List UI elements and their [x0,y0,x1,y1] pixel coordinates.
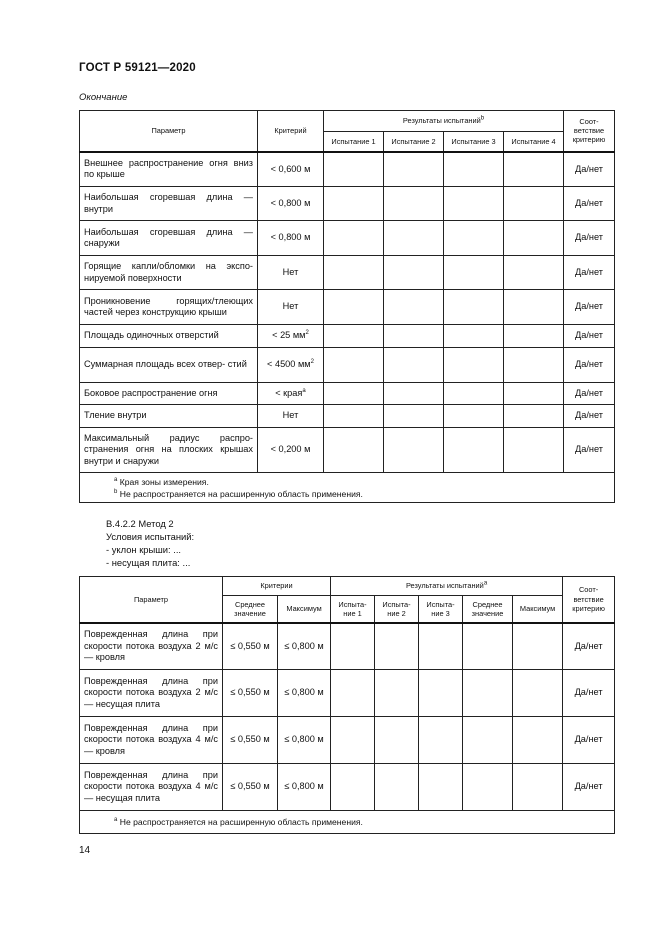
criterion-sup: a [302,387,306,394]
criterion-value: Нет [282,410,299,421]
table-row [80,187,615,221]
criterion-sup: 2 [305,330,309,337]
result-cell [444,187,504,221]
conformity-cell: Да/нет [564,325,615,348]
criteria-avg-cell: ≤ 0,550 м [223,623,278,670]
parameter-cell: Суммарная площадь всех отвер- стий [80,348,258,383]
method-line: Условия испытаний: [106,531,195,542]
table-row [80,428,615,473]
criterion-cell [258,325,324,348]
result-cell [384,383,444,405]
criterion-value: < 0,600 м [270,163,311,174]
result-cell [504,383,564,405]
criteria-max-cell: ≤ 0,800 м [278,670,331,717]
result-cell [419,764,463,811]
criteria-max-cell: ≤ 0,800 м [278,764,331,811]
column-header-results-avg: Среднее значение [463,596,513,623]
table-row [80,152,615,187]
parameter-cell: Проникновение горящих/тлеющих частей через конструкцию крыши [80,290,258,325]
footnote-text: Не распространяется на расширенную область применения. [119,817,363,827]
column-header-results-max: Максимум [513,596,563,623]
result-cell [444,221,504,256]
column-header-parameter: Параметр [80,577,223,623]
result-cell [324,290,384,325]
result-cell [504,221,564,256]
footnote [114,488,610,500]
result-cell [324,428,384,473]
footnote-mark: b [480,115,485,122]
conformity-cell: Да/нет [563,764,615,811]
result-cell [444,290,504,325]
result-cell [384,290,444,325]
criterion-cell [258,428,324,473]
criterion-cell [258,152,324,187]
result-cell [375,623,419,670]
result-cell [324,152,384,187]
footnote-mark: a [483,580,488,587]
result-cell [463,623,513,670]
criterion-value: < края [275,387,303,398]
column-header-criterion: Критерий [258,111,324,152]
table-row [80,325,615,348]
conformity-cell: Да/нет [564,348,615,383]
conformity-cell: Да/нет [564,152,615,187]
result-cell [331,623,375,670]
criterion-cell [258,221,324,256]
criterion-value: < 0,800 м [270,232,311,243]
conformity-cell: Да/нет [564,383,615,405]
result-cell [331,717,375,764]
conformity-cell: Да/нет [563,670,615,717]
parameter-cell: Поврежденная длина при скорости потока воздуха 4 м/с — несущая плита [80,764,223,811]
criterion-value: < 0,200 м [270,444,311,455]
column-header-results-label: Результаты испытаний [402,116,481,126]
footnotes-cell [80,473,615,503]
table-row [80,383,615,405]
parameter-cell: Поврежденная длина при скорости потока воздуха 4 м/с — кровля [80,717,223,764]
parameter-cell: Тление внутри [80,405,258,428]
parameter-cell: Горящие капли/обломки на экспо- нируемой поверхности [80,256,258,290]
result-cell [384,405,444,428]
result-cell [463,670,513,717]
footnotes-cell [80,811,615,834]
result-cell [444,325,504,348]
table-row [80,623,615,670]
result-cell [331,670,375,717]
parameter-cell: Наибольшая сгоревшая длина — снаружи [80,221,258,256]
criterion-cell [258,290,324,325]
result-cell [324,383,384,405]
result-cell [444,348,504,383]
result-cell [384,348,444,383]
result-cell [463,764,513,811]
result-cell [504,290,564,325]
criterion-value: < 4500 мм [267,359,311,370]
criterion-value: < 0,800 м [270,197,311,208]
criteria-avg-cell: ≤ 0,550 м [223,717,278,764]
criterion-value: Нет [282,301,299,312]
column-header-test-2: Испытание 2 [384,132,444,152]
criteria-table-method-1 [79,110,615,503]
criteria-avg-cell: ≤ 0,550 м [223,670,278,717]
table-row [80,256,615,290]
conformity-cell: Да/нет [564,428,615,473]
method-2-section [106,517,194,569]
result-cell [324,348,384,383]
conformity-cell: Да/нет [563,623,615,670]
column-header-test-3: Испыта- ние 3 [419,596,463,623]
footnote [114,816,610,828]
result-cell [384,325,444,348]
criterion-value: Нет [282,266,299,277]
result-cell [444,383,504,405]
result-cell [463,717,513,764]
parameter-cell: Поврежденная длина при скорости потока воздуха 2 м/с — несущая плита [80,670,223,717]
footnote-text: Края зоны измерения. [119,476,209,487]
table-row [80,348,615,383]
result-cell [419,717,463,764]
column-header-criteria: Критерии [223,577,331,596]
column-header-test-4: Испытание 4 [504,132,564,152]
conformity-cell: Да/нет [564,405,615,428]
result-cell [504,405,564,428]
criteria-avg-cell: ≤ 0,550 м [223,764,278,811]
result-cell [384,152,444,187]
result-cell [324,187,384,221]
column-header-test-3: Испытание 3 [444,132,504,152]
result-cell [444,405,504,428]
method-line: - уклон крыши: ... [106,544,182,555]
parameter-cell: Наибольшая сгоревшая длина — внутри [80,187,258,221]
column-header-results [331,577,563,596]
table-row [80,290,615,325]
page-number: 14 [79,845,91,856]
column-header-criteria-max: Максимум [278,596,331,623]
result-cell [504,152,564,187]
result-cell [504,325,564,348]
criterion-cell [258,383,324,405]
method-title: В.4.2.2 Метод 2 [106,518,174,529]
result-cell [384,428,444,473]
result-cell [513,670,563,717]
table-row [80,717,615,764]
footnote-mark: b [114,488,118,495]
result-cell [444,428,504,473]
column-header-conformity: Соот- ветствие критерию [563,577,615,623]
parameter-cell: Площадь одиночных отверстий [80,325,258,348]
parameter-cell: Боковое распространение огня [80,383,258,405]
column-header-test-1: Испыта- ние 1 [331,596,375,623]
result-cell [384,221,444,256]
column-header-parameter: Параметр [80,111,258,152]
criterion-sup: 2 [310,359,314,366]
footnote [114,476,610,488]
column-header-results-label: Результаты испытаний [405,581,484,591]
column-header-conformity: Соот- ветствие критерию [564,111,615,152]
result-cell [375,670,419,717]
column-header-test-1: Испытание 1 [324,132,384,152]
result-cell [444,256,504,290]
column-header-test-2: Испыта- ние 2 [375,596,419,623]
result-cell [324,325,384,348]
table-row [80,764,615,811]
conformity-cell: Да/нет [564,290,615,325]
document-code: ГОСТ Р 59121—2020 [79,62,196,74]
footnote-text: Не распространяется на расширенную область применения. [119,488,363,499]
result-cell [513,717,563,764]
footnote-mark: a [114,817,118,824]
result-cell [504,428,564,473]
criterion-value: < 25 мм [272,330,306,341]
table-row [80,670,615,717]
parameter-cell: Максимальный радиус распро- странения огня на плоских крышах внутри и снаружи [80,428,258,473]
result-cell [324,221,384,256]
footnote-row [80,811,615,834]
result-cell [375,764,419,811]
parameter-cell: Поврежденная длина при скорости потока воздуха 2 м/с — кровля [80,623,223,670]
conformity-cell: Да/нет [564,221,615,256]
result-cell [444,152,504,187]
table-continuation-caption: Окончание [79,92,128,103]
footnote-mark: a [114,476,118,483]
result-cell [384,256,444,290]
result-cell [504,187,564,221]
conformity-cell: Да/нет [564,187,615,221]
result-cell [504,348,564,383]
criterion-cell [258,405,324,428]
conformity-cell: Да/нет [564,256,615,290]
result-cell [324,405,384,428]
result-cell [331,764,375,811]
criteria-max-cell: ≤ 0,800 м [278,623,331,670]
criteria-max-cell: ≤ 0,800 м [278,717,331,764]
method-line: - несущая плита: ... [106,557,191,568]
table-row [80,221,615,256]
result-cell [375,717,419,764]
criterion-cell [258,256,324,290]
result-cell [419,623,463,670]
parameter-cell: Внешнее распространение огня вниз по крыше [80,152,258,187]
table-row [80,405,615,428]
result-cell [419,670,463,717]
result-cell [324,256,384,290]
result-cell [384,187,444,221]
criterion-cell [258,348,324,383]
result-cell [513,764,563,811]
criteria-table-method-2 [79,576,615,834]
criterion-cell [258,187,324,221]
column-header-criteria-avg: Среднее значение [223,596,278,623]
conformity-cell: Да/нет [563,717,615,764]
footnote-row [80,473,615,503]
column-header-results [324,111,564,132]
result-cell [504,256,564,290]
result-cell [513,623,563,670]
